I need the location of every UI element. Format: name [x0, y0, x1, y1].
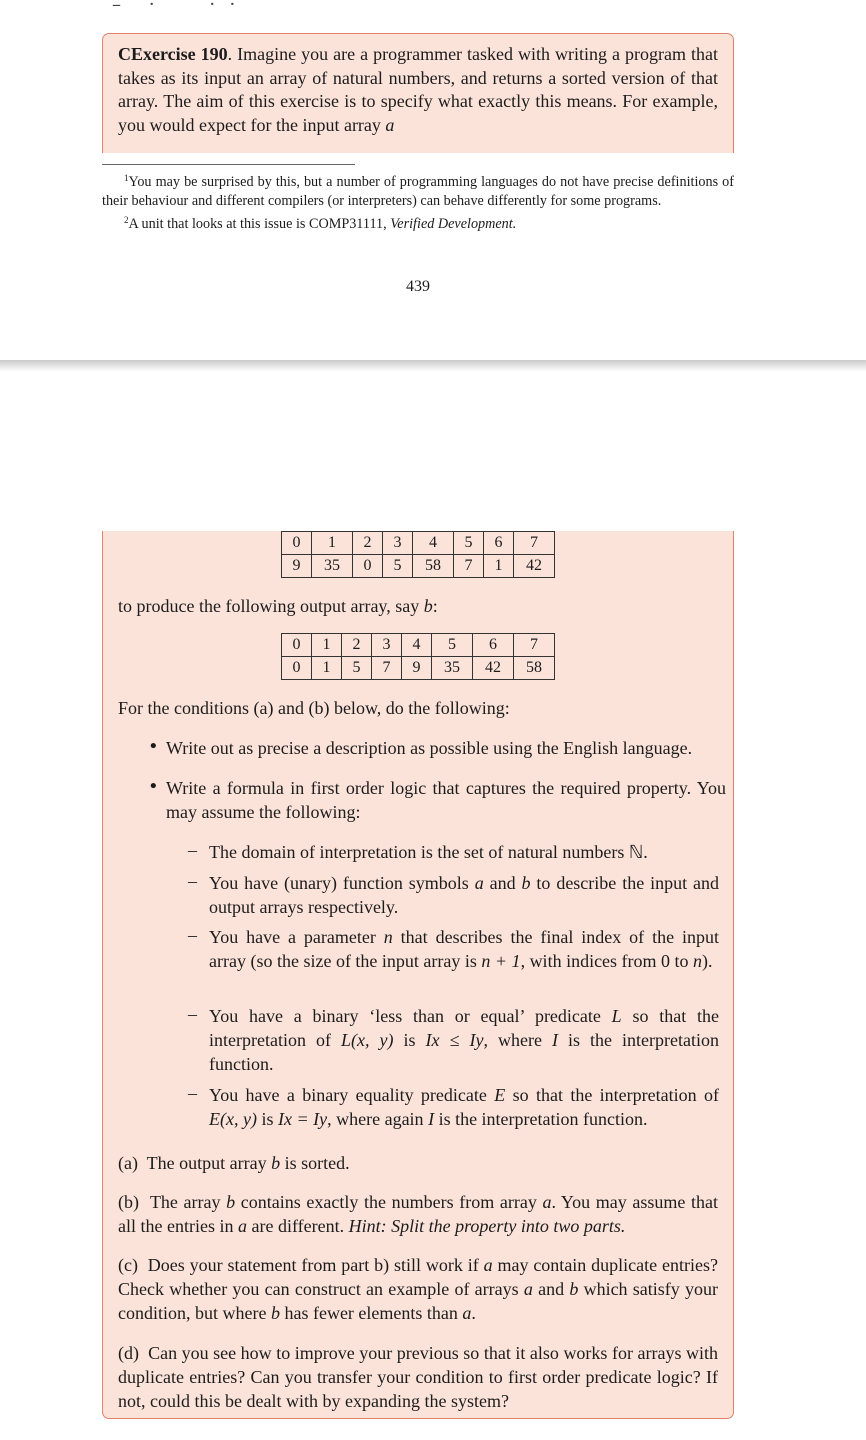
bullet-fol: Write a formula in first order logic that captures the required property. You may assume the following: [166, 778, 726, 822]
table-cell: 0 [353, 555, 383, 578]
assumption-eq: You have a binary equality predicate E so that the interpretation of E(x, y) is Ix = Iy, where again I is the interpretation function. [209, 1085, 719, 1129]
previous-page-clip: – · · · [112, 0, 237, 15]
table-cell: 7 [372, 657, 402, 680]
table-cell: 6 [484, 532, 514, 555]
table-cell: 35 [432, 657, 473, 680]
exercise-label: CExercise 190 [118, 44, 228, 64]
table-cell: 5 [454, 532, 484, 555]
exercise-box-continued [102, 531, 734, 1419]
input-array-table [281, 531, 555, 578]
page-separator [0, 360, 866, 372]
table-cell: 2 [342, 634, 372, 657]
table-cell: 4 [413, 532, 454, 555]
output-array-table [281, 633, 555, 680]
table-cell: 1 [312, 634, 342, 657]
table-cell: 4 [402, 634, 432, 657]
table-cell: 58 [413, 555, 454, 578]
dash-marker: – [188, 1004, 197, 1024]
table-cell: 0 [282, 634, 312, 657]
dash-marker: – [188, 840, 197, 860]
assumption-domain: The domain of interpretation is the set of natural numbers ℕ. [209, 842, 648, 862]
table-cell: 1 [484, 555, 514, 578]
table-cell: 1 [312, 532, 353, 555]
conditions-intro: For the conditions (a) and (b) below, do the following: [118, 698, 510, 718]
table-cell: 0 [282, 657, 312, 680]
dash-marker: – [188, 871, 197, 891]
dash-marker: – [188, 925, 197, 945]
footnote-rule [102, 164, 355, 165]
output-index-row [282, 634, 555, 657]
footnote-1: $^1$You may be surprised by this, but a number of programming languages do not have precise definitions of their behaviour and different compilers (or interpreters) can behave differently for some programs. [102, 173, 734, 209]
part-b: (b) The array b contains exactly the numbers from array a. You may assume that all the entries in a are different. Hint: Split the property into two parts. [118, 1192, 718, 1236]
assumption-unary: You have (unary) function symbols a and b to describe the input and output arrays respectively. [209, 873, 719, 917]
table-cell: 3 [372, 634, 402, 657]
table-cell: 35 [312, 555, 353, 578]
table-cell: 7 [514, 532, 555, 555]
table-cell: 3 [383, 532, 413, 555]
table-cell: 2 [353, 532, 383, 555]
input-index-row [282, 532, 555, 555]
table-cell: 6 [473, 634, 514, 657]
footnotes [102, 169, 734, 234]
table-cell: 5 [342, 657, 372, 680]
output-value-row [282, 657, 555, 680]
assumption-leq: You have a binary ‘less than or equal’ predicate L so that the interpretation of L(x, y) is Ix ≤ Iy, where I is the interpretation function. [209, 1006, 719, 1074]
table-cell: 1 [312, 657, 342, 680]
table-cell: 0 [282, 532, 312, 555]
bullet-marker: • [148, 736, 159, 757]
page-number: 439 [406, 278, 430, 295]
table-cell: 42 [514, 555, 555, 578]
part-d: (d) Can you see how to improve your previous so that it also works for arrays with duplicate entries? Can you transfer your condition to first order predicate logic? If not, could this be dealt with by expanding the system? [118, 1343, 719, 1411]
part-a: (a) The output array b is sorted. [118, 1153, 350, 1173]
table-cell: 42 [473, 657, 514, 680]
input-value-row [282, 555, 555, 578]
exercise-intro: CExercise 190. Imagine you are a programmer tasked with writing a program that takes as its input an array of natural numbers, and returns a sorted version of that array. The aim of this exercise is to specify what exactly this means. For example, you would expect for the input array a [118, 44, 718, 136]
table-cell: 7 [514, 634, 555, 657]
exercise-box-top [102, 33, 734, 153]
table-cell: 9 [282, 555, 312, 578]
assumption-parameter: You have a parameter n that describes the final index of the input array (so the size of the input array is n + 1, with indices from 0 to n). [209, 927, 719, 971]
part-c: (c) Does your statement from part b) still work if a may contain duplicate entries? Check whether you can construct an example of arrays a and b which satisfy your condition, but where b has fewer elements than a. [118, 1255, 719, 1323]
table-cell: 5 [432, 634, 473, 657]
table-cell: 7 [454, 555, 484, 578]
footnote-2: $^2$A unit that looks at this issue is COMP31111, Verified Development. [124, 215, 517, 232]
bullet-english: Write out as precise a description as possible using the English language. [166, 738, 693, 758]
table-cell: 9 [402, 657, 432, 680]
output-intro: to produce the following output array, say b: [118, 596, 438, 616]
table-cell: 5 [383, 555, 413, 578]
table-cell: 58 [514, 657, 555, 680]
dash-marker: – [188, 1083, 197, 1103]
bullet-marker: • [148, 776, 159, 797]
